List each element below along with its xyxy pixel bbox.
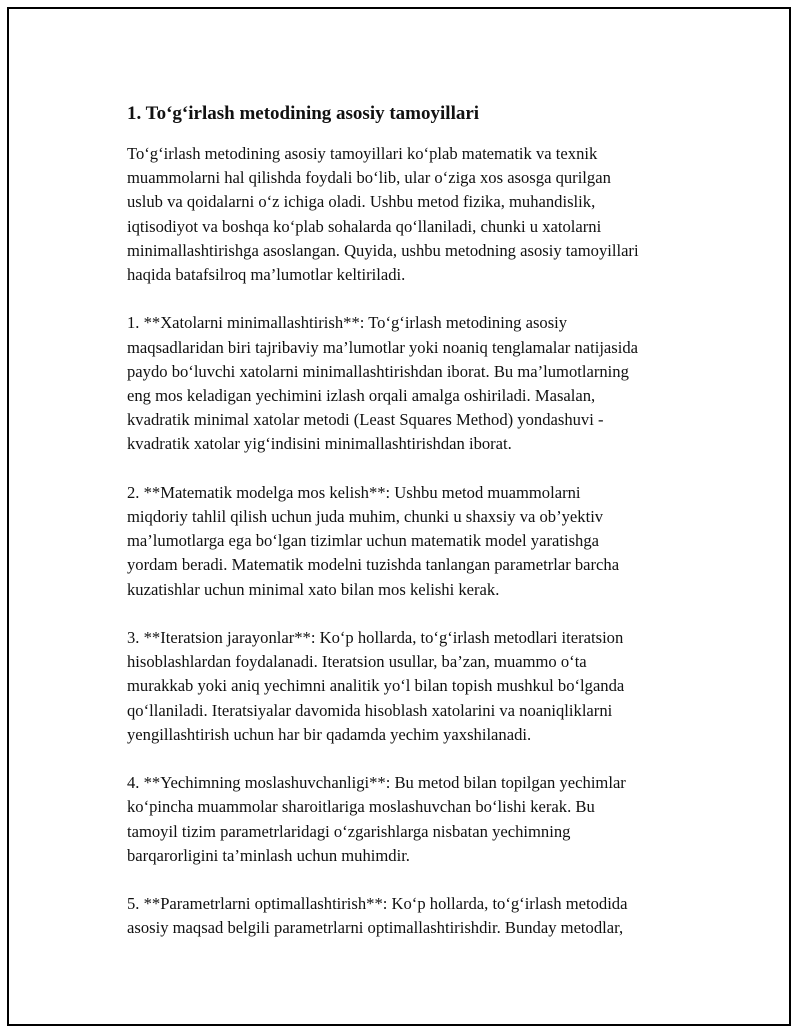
document-body	[127, 101, 697, 965]
page-frame	[7, 7, 791, 1026]
paragraph-error-minimization: 1. **Xatolarni minimallashtirish**: To‘g‘irlash metodining asosiy maqsadlaridan biri tajribaviy ma’lumotlar yoki noaniq tenglamalar natijasida paydo bo‘luvchi xatolarni minimallashtirishdan iborat. Bu ma’lumotlarning eng mos keladigan yechimini izlash orqali amalga oshiriladi. Masalan, kvadratik minimal xatolar metodi (Least Squares Method) yondashuvi - kvadratik xatolar yig‘indisini minimallashtirishdan iborat.	[127, 313, 639, 454]
paragraph-parameter-optimization: 5. **Parametrlarni optimallashtirish**: Ko‘p hollarda, to‘g‘irlash metodida asosiy maqsad belgili parametrlarni optimallashtirishdir. Bunday metodlar,	[127, 894, 628, 938]
paragraph-solution-flexibility: 4. **Yechimning moslashuvchanligi**: Bu metod bilan topilgan yechimlar ko‘pincha muammolar sharoitlariga moslashuvchan bo‘lishi kerak. Bu tamoyil tizim parametrlaridagi o‘zgarishlarga nisbatan yechimning barqarorligini ta’minlash uchun muhimdir.	[127, 773, 626, 865]
intro-paragraph: To‘g‘irlash metodining asosiy tamoyillari ko‘plab matematik va texnik muammolarni hal qilishda foydali bo‘lib, ular o‘ziga xos asosga qurilgan uslub va qoidalarni o‘z ichiga oladi. Ushbu metod fizika, muhandislik, iqtisodiyot va boshqa ko‘plab sohalarda qo‘llaniladi, chunki u xatolarni minimallashtirishga asoslangan. Quyida, ushbu metodning asosiy tamoyillari haqida batafsilroq ma’lumotlar keltiriladi.	[127, 144, 639, 285]
paragraph-model-fit: 2. **Matematik modelga mos kelish**: Ushbu metod muammolarni miqdoriy tahlil qilish uchun juda muhim, chunki u shaxsiy va ob’yektiv ma’lumotlarga ega bo‘lgan tizimlar uchun matematik model yaratishga yordam beradi. Matematik modelni tuzishda tanlangan parametrlar barcha kuzatishlar uchun minimal xato bilan mos kelishi kerak.	[127, 482, 620, 599]
document-heading: 1. To‘g‘irlash metodining asosiy tamoyillari	[127, 103, 480, 124]
paragraph-iterative-processes: 3. **Iteratsion jarayonlar**: Ko‘p hollarda, to‘g‘irlash metodlari iteratsion hisoblashlardan foydalanadi. Iteratsion usullar, ba’zan, muammo o‘ta murakkab yoki aniq yechimni analitik yo‘l bilan topish mushkul bo‘lganda qo‘llaniladi. Iteratsiyalar davomida hisoblash xatolarini va noaniqliklarni yengillashtirish uchun har bir qadamda yechim yaxshilanadi.	[127, 628, 625, 744]
